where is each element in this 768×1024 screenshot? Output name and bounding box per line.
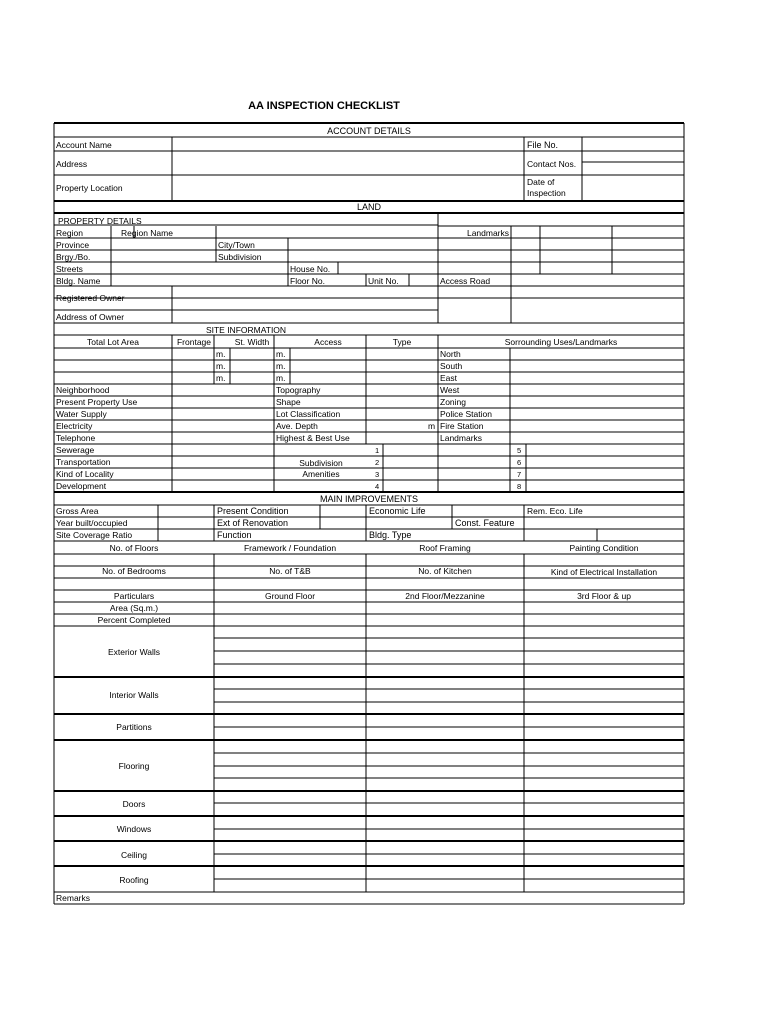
account-name-label: Account Name — [56, 140, 112, 150]
landmark-number: 5 — [517, 446, 522, 455]
unit-m-label: m. — [276, 361, 286, 371]
unit-m-label: m. — [216, 373, 226, 383]
surrounding-label: Sorrounding Uses/Landmarks — [504, 337, 618, 347]
unit-m-label: m. — [216, 361, 226, 371]
no-of-kitchen-label: No. of Kitchen — [418, 566, 472, 576]
form-labels — [56, 100, 657, 903]
transportation-label: Transportation — [56, 457, 111, 467]
rem-eco-life-label: Rem. Eco. Life — [527, 506, 583, 516]
east-label: East — [440, 373, 458, 383]
bldg-type-label: Bldg. Type — [369, 530, 412, 540]
flooring-label: Flooring — [118, 761, 150, 771]
shape-label: Shape — [276, 397, 301, 407]
fire-station-label: Fire Station — [440, 421, 484, 431]
property-details-header: PROPERTY DETAILS — [58, 216, 142, 226]
access-road-label: Access Road — [440, 276, 491, 286]
percent-completed-label: Percent Completed — [97, 615, 171, 625]
address-label: Address — [56, 159, 88, 169]
ceiling-label: Ceiling — [121, 850, 147, 860]
ave-depth-label: Ave. Depth — [276, 421, 318, 431]
document-title: AA INSPECTION CHECKLIST — [248, 100, 400, 112]
brgy-label: Brgy./Bo. — [56, 252, 91, 262]
contact-nos-label: Contact Nos. — [527, 159, 577, 169]
doors-label: Doors — [122, 799, 146, 809]
topography-label: Topography — [276, 385, 321, 395]
roof-framing-label: Roof Framing — [419, 543, 471, 553]
frontage-label: Frontage — [176, 337, 212, 347]
zoning-label: Zoning — [440, 397, 466, 407]
region-label: Region — [56, 228, 83, 238]
ext-renovation-label: Ext of Renovation — [217, 518, 289, 528]
const-feature-label: Const. Feature — [455, 518, 515, 528]
st-width-label: St. Width — [234, 337, 270, 347]
amenity-number: 1 — [375, 446, 380, 455]
development-label: Development — [56, 481, 107, 491]
no-of-floors-label: No. of Floors — [109, 543, 159, 553]
south-label: South — [440, 361, 463, 371]
account-details-header: ACCOUNT DETAILS — [327, 126, 411, 136]
unit-m-label: m. — [276, 373, 286, 383]
kind-of-locality-label: Kind of Locality — [56, 469, 114, 479]
address-of-owner-label: Address of Owner — [56, 312, 125, 322]
third-floor-label: 3rd Floor & up — [577, 591, 631, 601]
present-property-use-label: Present Property Use — [56, 397, 138, 407]
landmarks-label: Landmarks — [466, 228, 510, 238]
unit-no-label: Unit No. — [368, 276, 399, 286]
particulars-label: Particulars — [113, 591, 155, 601]
painting-condition-label: Painting Condition — [569, 543, 639, 553]
unit-m-label: m. — [216, 349, 226, 359]
floor-no-label: Floor No. — [290, 276, 325, 286]
landmark-number: 8 — [517, 482, 522, 491]
main-improvements-header: MAIN IMPROVEMENTS — [319, 494, 419, 504]
total-lot-area-label: Total Lot Area — [87, 337, 139, 347]
unit-m-label: m — [428, 421, 436, 431]
no-of-tb-label: No. of T&B — [269, 566, 311, 576]
landmark-number: 7 — [517, 470, 522, 479]
inspection-label: Inspection — [527, 188, 566, 198]
electricity-label: Electricity — [56, 421, 93, 431]
subdivision-amenities-1-label: Subdivision — [299, 458, 343, 468]
landmark-number: 6 — [517, 458, 522, 467]
gross-area-label: Gross Area — [56, 506, 99, 516]
west-label: West — [440, 385, 460, 395]
north-label: North — [440, 349, 461, 359]
area-label: Area (Sq.m.) — [109, 603, 159, 613]
file-no-label: File No. — [527, 140, 559, 150]
site-information-header: SITE INFORMATION — [205, 325, 287, 335]
registered-owner-label: Registered Owner — [56, 293, 125, 303]
function-label: Function — [217, 530, 252, 540]
economic-life-label: Economic Life — [369, 506, 426, 516]
city-town-label: City/Town — [218, 240, 255, 250]
no-of-bedrooms-label: No. of Bedrooms — [102, 566, 166, 576]
exterior-walls-label: Exterior Walls — [107, 647, 161, 657]
property-location-label: Property Location — [56, 183, 123, 193]
land-header: LAND — [356, 202, 382, 212]
unit-m-label: m. — [276, 349, 286, 359]
amenity-number: 3 — [375, 470, 380, 479]
framework-label: Framework / Foundation — [243, 543, 337, 553]
lot-classification-label: Lot Classification — [276, 409, 341, 419]
water-supply-label: Water Supply — [56, 409, 107, 419]
windows-label: Windows — [116, 824, 152, 834]
present-condition-label: Present Condition — [217, 506, 289, 516]
police-station-label: Police Station — [440, 409, 492, 419]
region-name-label: Region Name — [121, 228, 173, 238]
remarks-label: Remarks — [56, 893, 91, 903]
highest-best-use-label: Highest & Best Use — [276, 433, 350, 443]
ground-floor-label: Ground Floor — [264, 591, 316, 601]
neighborhood-label: Neighborhood — [56, 385, 110, 395]
second-floor-label: 2nd Floor/Mezzanine — [405, 591, 485, 601]
amenity-number: 4 — [375, 482, 380, 491]
site-coverage-label: Site Coverage Ratio — [56, 530, 133, 540]
partitions-label: Partitions — [116, 722, 152, 732]
landmarks-label: Landmarks — [440, 433, 483, 443]
streets-label: Streets — [56, 264, 83, 274]
telephone-label: Telephone — [56, 433, 96, 443]
year-built-label: Year built/occupied — [56, 518, 128, 528]
subdivision-label: Subdivision — [218, 252, 262, 262]
electrical-installation-label: Kind of Electrical Installation — [550, 567, 658, 577]
bldg-name-label: Bldg. Name — [56, 276, 101, 286]
roofing-label: Roofing — [119, 875, 149, 885]
sewerage-label: Sewerage — [56, 445, 95, 455]
interior-walls-label: Interior Walls — [109, 690, 159, 700]
subdivision-amenities-2-label: Amenities — [302, 469, 340, 479]
province-label: Province — [56, 240, 90, 250]
house-no-label: House No. — [290, 264, 331, 274]
date-of-label: Date of — [527, 177, 555, 187]
access-label: Access — [314, 337, 342, 347]
type-label: Type — [392, 337, 412, 347]
amenity-number: 2 — [375, 458, 380, 467]
